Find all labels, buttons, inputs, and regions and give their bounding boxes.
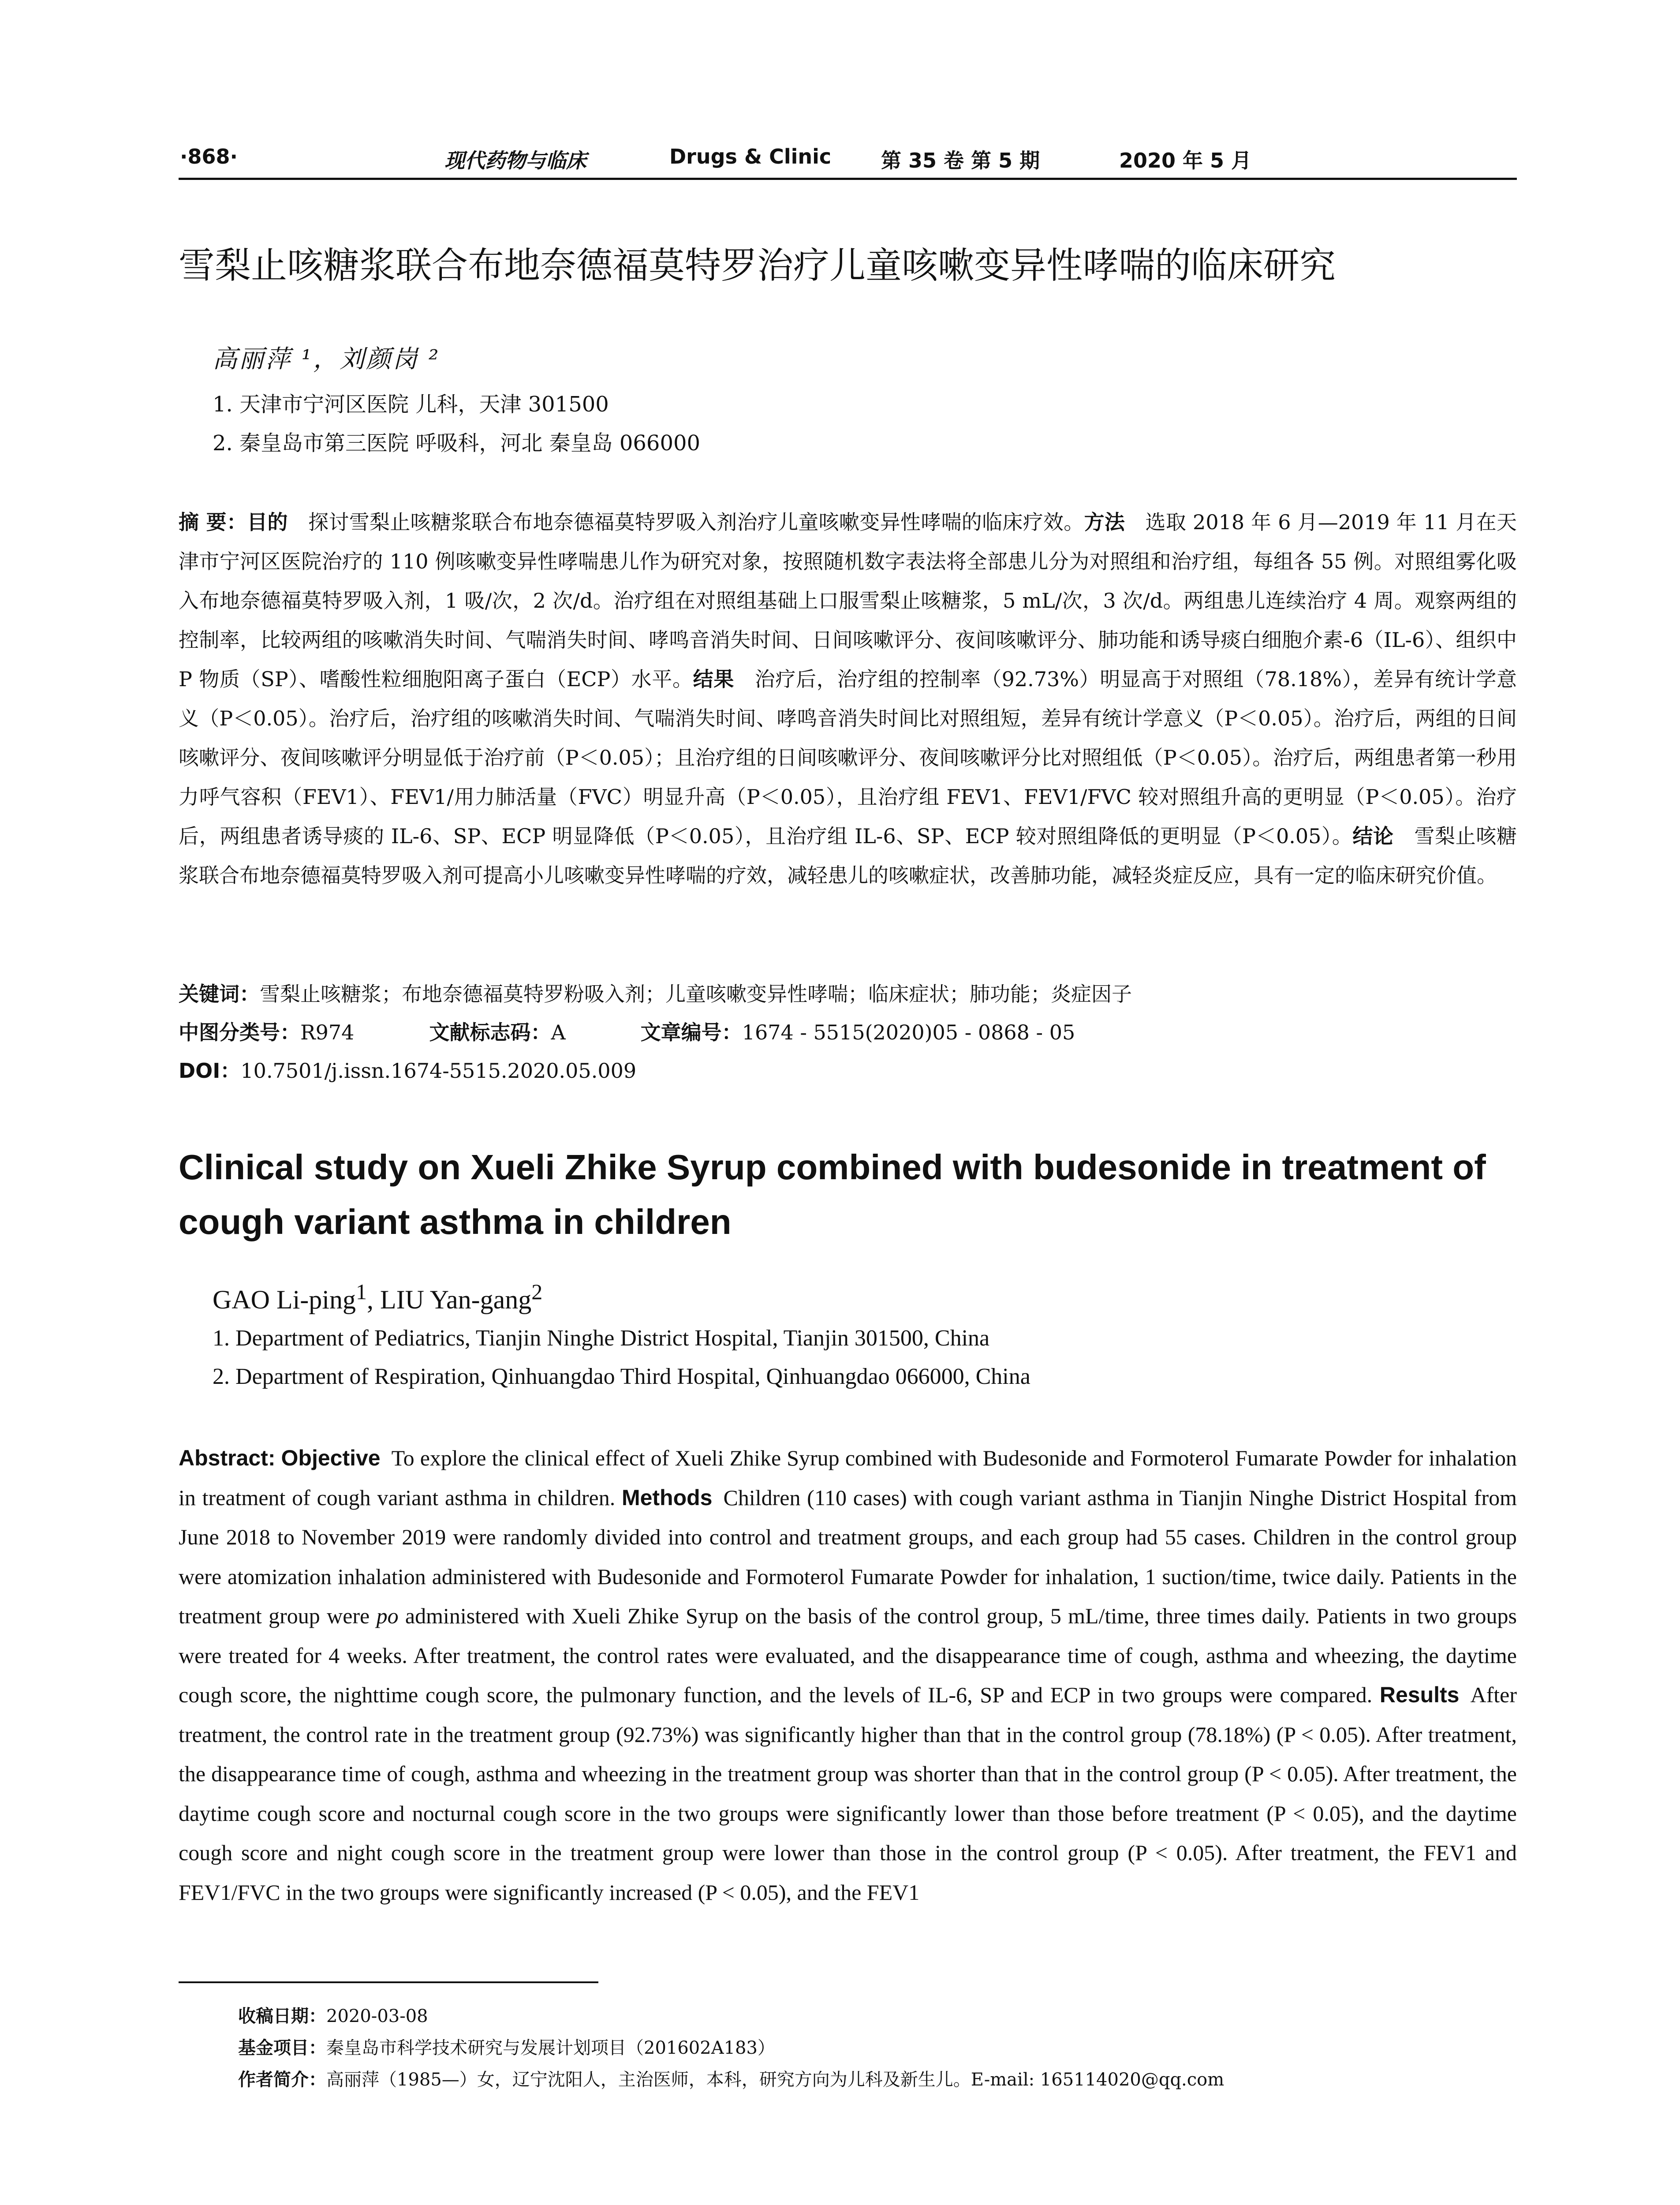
article-no-label: 文章编号： (640, 1020, 742, 1044)
doc-code-label: 文献标志码： (429, 1020, 551, 1044)
journal-name-en: Drugs & Clinic (669, 145, 832, 168)
conclusion-label-cn: 结论 (1352, 824, 1394, 848)
methods-label-en: Methods (621, 1485, 713, 1510)
results-label-cn: 结果 (693, 667, 734, 691)
title-cn: 雪梨止咳糖浆联合布地奈德福莫特罗治疗儿童咳嗽变异性哮喘的临床研究 (179, 245, 1336, 287)
abstract-cn (179, 503, 1517, 895)
footnote-fund (238, 2034, 775, 2059)
keywords-label: 关键词： (179, 982, 260, 1006)
abstract-en (179, 1439, 1517, 1912)
results-text-en: After treatment, the control rate in the treatment group (92.73%) was significantly higher than that in the control group (78.18%) (P < 0.05). After treatment, the disappearance time of cough, asthma and wheezing in the treatment group was shorter than that in the control group (P < 0.05). After treatment, the daytime cough score and nocturnal cough score in the two groups were significantly lower than those before treatment (P < 0.05), and the daytime cough score and night cough score in the treatment group were lower than those in the control group (P < 0.05). After treatment, the FEV1 and FEV1/FVC in the two groups were significantly increased (P < 0.05), and the FEV1 (179, 1682, 1517, 1905)
article-no-value: 1674 - 5515(2020)05 - 0868 - 05 (742, 1020, 1075, 1044)
classification-line (179, 1017, 1075, 1046)
volume-issue: 第 35 卷 第 5 期 (881, 149, 1040, 172)
author-1-en: GAO Li-ping (213, 1285, 356, 1314)
doc-code-value: A (551, 1020, 566, 1044)
author-bio-label: 作者简介： (238, 2070, 326, 2090)
results-label-en: Results (1379, 1682, 1460, 1707)
affiliation-cn-2: 2. 秦皇岛市第三医院 呼吸科，河北 秦皇岛 066000 (213, 431, 701, 456)
objective-text-en: To explore the clinical effect of Xueli Zhike Syrup combined with Budesonide and Formoterol Fumarate Powder for inhalation in treatment of cough variant asthma in children. (179, 1446, 1517, 1510)
abstract-en-label: Abstract: (179, 1446, 276, 1470)
clc-label: 中图分类号： (179, 1020, 300, 1044)
footnote-author (238, 2066, 1224, 2091)
affiliation-cn-1: 1. 天津市宁河区医院 儿科，天津 301500 (213, 392, 609, 417)
header-rule (179, 178, 1517, 180)
affiliation-en-1: 1. Department of Pediatrics, Tianjin Ninghe District Hospital, Tianjin 301500, China (213, 1326, 990, 1351)
clc-value: R974 (300, 1020, 355, 1044)
page-number: ·868· (180, 145, 238, 168)
affiliation-en-2: 2. Department of Respiration, Qinhuangdao Third Hospital, Qinhuangdao 066000, China (213, 1364, 1030, 1389)
po-abbrev: po (376, 1603, 399, 1628)
doi-line (179, 1055, 636, 1084)
abstract-cn-label: 摘 要： (179, 510, 247, 534)
doi-label: DOI： (179, 1059, 241, 1083)
objective-text-cn: 探讨雪梨止咳糖浆联合布地奈德福莫特罗吸入剂治疗儿童咳嗽变异性哮喘的临床疗效。 (308, 510, 1084, 534)
fund-text: 秦皇岛市科学技术研究与发展计划项目（201602A183） (326, 2038, 775, 2058)
fund-label: 基金项目： (238, 2038, 326, 2058)
footnote-received (238, 2002, 428, 2027)
running-header (180, 140, 1516, 176)
results-text-cn: 治疗后，治疗组的控制率（92.73%）明显高于对照组（78.18%），差异有统计学意义（P＜0.05）。治疗后，治疗组的咳嗽消失时间、气喘消失时间、哮鸣音消失时间比对照组短，差异有统计学意义（P＜0.05）。治疗后，两组的日间咳嗽评分、夜间咳嗽评分明显低于治疗前（P＜0.05）；且治疗组的日间咳嗽评分、夜间咳嗽评分比对照组低（P＜0.05）。治疗后，两组患者第一秒用力呼气容积（FEV1）、FEV1/用力肺活量（FVC）明显升高（P＜0.05），且治疗组 FEV1、FEV1/FVC 较对照组升高的更明显（P＜0.05）。治疗后，两组患者诱导痰的 IL-6、SP、ECP 明显降低（P＜0.05），且治疗组 IL-6、SP、ECP 较对照组降低的更明显（P＜0.05）。 (179, 667, 1517, 848)
author-separator: , (366, 1285, 380, 1314)
keywords-cn (179, 978, 1132, 1007)
author-bio-text: 高丽萍（1985—）女，辽宁沈阳人，主治医师，本科，研究方向为儿科及新生儿。E-mail: 165114020@qq.com (326, 2070, 1225, 2090)
keywords-text: 雪梨止咳糖浆；布地奈德福莫特罗粉吸入剂；儿童咳嗽变异性哮喘；临床症状；肺功能；炎症因子 (260, 982, 1132, 1006)
objective-label-en: Objective (281, 1446, 381, 1470)
objective-label-cn: 目的 (247, 510, 288, 534)
conclusion-text-cn: 雪梨止咳糖浆联合布地奈德福莫特罗吸入剂可提高小儿咳嗽变异性哮喘的疗效，减轻患儿的咳嗽症状，改善肺功能，减轻炎症反应，具有一定的临床研究价值。 (179, 824, 1517, 887)
authors-en (213, 1279, 542, 1315)
issue-date: 2020 年 5 月 (1119, 149, 1252, 172)
author-1-affil-mark: 1 (355, 1279, 367, 1304)
author-2-en: LIU Yan-gang (380, 1285, 532, 1314)
received-label: 收稿日期： (238, 2006, 326, 2026)
methods-label-cn: 方法 (1084, 510, 1125, 534)
methods-text-en-1: Children (110 cases) with cough variant asthma in Tianjin Ninghe District Hospital from June 2018 to November 2019 were randomly divided into control and treatment groups, and each group had 55 cases. Children in the control group were atomization inhalation administered with Budesonide and Formoterol Fumarate Powder for inhalation, 1 suction/time, twice daily. Patients in the treatment group were (179, 1485, 1517, 1628)
received-date: 2020-03-08 (326, 2006, 428, 2026)
methods-text-en-2: administered with Xueli Zhike Syrup on the basis of the control group, 5 mL/time, three times daily. Patients in two groups were treated for 4 weeks. After treatment, the control rates were evaluated, and the disappearance time of cough, asthma and wheezing, the daytime cough score, the nighttime cough score, the pulmonary function, and the levels of IL-6, SP and ECP in two groups were compared. (179, 1603, 1517, 1707)
footnote-rule (179, 1981, 598, 1983)
author-2-affil-mark: 2 (531, 1279, 543, 1304)
authors-cn: 高丽萍 ¹，刘颜岗 ² (213, 345, 441, 374)
doi-value[interactable]: 10.7501/j.issn.1674-5515.2020.05.009 (240, 1059, 637, 1083)
title-en: Clinical study on Xueli Zhike Syrup combined with budesonide in treatment of cough variant asthma in children (179, 1147, 1486, 1241)
methods-text-cn: 选取 2018 年 6 月—2019 年 11 月在天津市宁河区医院治疗的 110 例咳嗽变异性哮喘患儿作为研究对象，按照随机数字表法将全部患儿分为对照组和治疗组，每组各 55 例。对照组雾化吸入布地奈德福莫特罗吸入剂，1 吸/次，2 次/d。治疗组在对照组基础上口服雪梨止咳糖浆，5 mL/次，3 次/d。两组患儿连续治疗 4 周。观察两组的控制率，比较两组的咳嗽消失时间、气喘消失时间、哮鸣音消失时间、日间咳嗽评分、夜间咳嗽评分、肺功能和诱导痰白细胞介素-6（IL-6）、组织中 P 物质（SP）、嗜酸性粒细胞阳离子蛋白（ECP）水平。 (179, 510, 1517, 691)
journal-name-cn: 现代药物与临床 (444, 149, 586, 172)
